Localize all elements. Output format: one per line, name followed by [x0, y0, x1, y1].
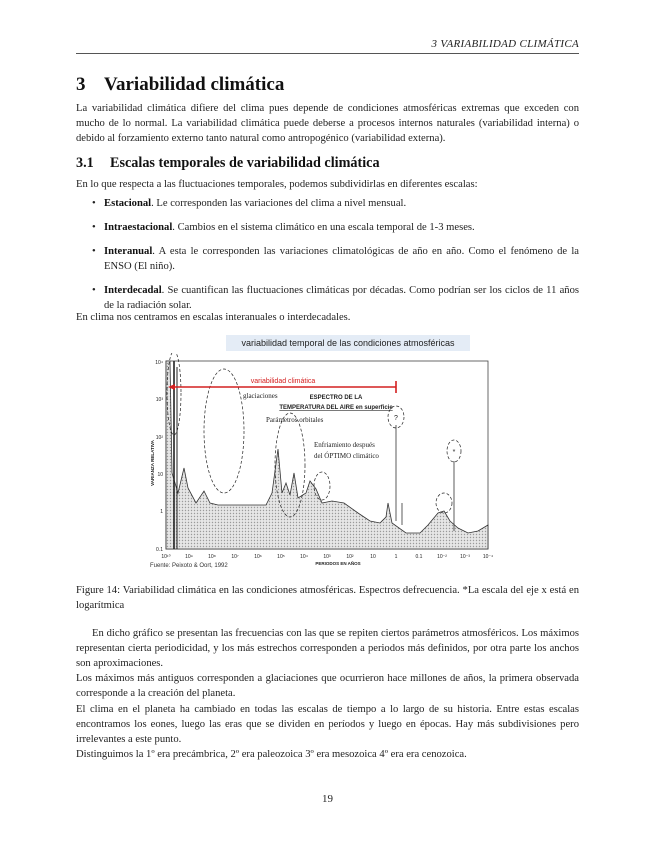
bullet-icon: •	[92, 246, 96, 257]
body-paragraph-2: Los máximos más antiguos corresponden a glaciaciones que ocurrieron hace millones de años, la primera observada corresponde a la creación del planeta.	[76, 673, 579, 700]
subsection-title	[76, 155, 380, 172]
svg-text:10³: 10³	[155, 397, 163, 403]
list-item-text: . A esta le corresponden las variaciones climatológicas de año en año. Como el fenómeno de la ENSO (El niño).	[104, 246, 579, 272]
bullet-icon: •	[92, 285, 96, 296]
section-number: 3	[76, 74, 86, 95]
svg-text:10²: 10²	[155, 435, 163, 441]
svg-text:10⁸: 10⁸	[208, 554, 216, 560]
svg-text:10¹⁰: 10¹⁰	[161, 554, 171, 560]
running-head: 3 VARIABILIDAD CLIMÁTICA	[431, 38, 579, 50]
svg-text:10⁶: 10⁶	[254, 554, 262, 560]
list-item	[92, 283, 579, 313]
svg-text:10⁷: 10⁷	[231, 554, 239, 560]
body-paragraph-1: En dicho gráfico se presentan las frecuencias con las que se repiten ciertos parámetros atmosféricos. Los máximos representan cierta periodicidad, y los más estrechos corresponden a periodos más definidos, por otra parte los anchos son aproximaciones.	[76, 628, 579, 670]
svg-text:10: 10	[370, 554, 376, 560]
list-item	[92, 196, 579, 211]
list-item	[92, 244, 579, 274]
spectrum-title-line1: ESPECTRO DE LA	[309, 395, 363, 401]
list-item-text: . Cambios en el sistema climático en una escala temporal de 1-3 meses.	[172, 222, 475, 233]
timescale-list	[92, 196, 579, 322]
svg-text:0.1: 0.1	[415, 554, 423, 560]
svg-text:10³: 10³	[323, 554, 331, 560]
svg-text:10⁴: 10⁴	[300, 554, 308, 560]
list-item-term: Interdecadal	[104, 285, 162, 296]
orbitales-label: Parámetros orbitales	[266, 416, 324, 424]
temperature-spectrum-plot	[148, 353, 498, 565]
list-item-term: Estacional	[104, 198, 152, 209]
list-item-text: . Se cuantifican las fluctuaciones climáticas por décadas. Como podrían ser los ciclos de 11 años de la radiación solar.	[104, 285, 579, 311]
list-item-text: . Le corresponden las variaciones del clima a nivel mensual.	[151, 198, 407, 209]
subsection-intro-paragraph: En lo que respecta a las fluctuaciones temporales, podemos subdividirlas en diferentes escalas:	[76, 179, 478, 190]
svg-text:0.1: 0.1	[156, 547, 163, 553]
y-axis-label: VARIANZA RELATIVA	[150, 440, 155, 486]
svg-text:10⁹: 10⁹	[185, 554, 193, 560]
svg-text:10²: 10²	[346, 554, 354, 560]
figure-caption: Figure 14: Variabilidad climática en las condiciones atmosféricas. Espectros defrecuencia. *La escala del eje x está en logarítmica	[76, 585, 579, 611]
enfriamiento-label-1: Enfriamiento después	[314, 441, 375, 449]
svg-text:10: 10	[157, 472, 163, 478]
list-item-term: Interanual	[104, 246, 153, 257]
glaciaciones-label: glaciaciones	[243, 392, 278, 400]
bullet-icon: •	[92, 198, 96, 209]
bullet-icon: •	[92, 222, 96, 233]
svg-text:1: 1	[160, 509, 163, 515]
svg-text:10⁻²: 10⁻²	[437, 554, 447, 560]
x-axis-ticks	[161, 554, 493, 560]
figure-banner: variabilidad temporal de las condiciones atmosféricas	[226, 335, 470, 351]
section-title	[76, 74, 284, 96]
y-axis-ticks	[155, 360, 163, 553]
section-title-text: Variabilidad climática	[104, 74, 285, 95]
svg-text:10⁵: 10⁵	[277, 554, 285, 560]
red-range-label: variabilidad climática	[250, 378, 316, 385]
list-item	[92, 220, 579, 235]
svg-text:10⁴: 10⁴	[155, 360, 163, 366]
svg-text:?: ?	[394, 415, 398, 422]
subsection-number: 3.1	[76, 155, 94, 171]
svg-text:10⁻³: 10⁻³	[460, 554, 470, 560]
figure-source: Fuente: Peixoto & Oort, 1992	[150, 563, 228, 569]
subsection-title-text: Escalas temporales de variabilidad climática	[110, 155, 380, 171]
spectrum-figure	[148, 335, 498, 577]
body-paragraph-4: Distinguimos la 1º era precámbrica, 2º era paleozoica 3º era mesozoica 4º era era cenozoica.	[76, 749, 467, 760]
header-rule	[76, 53, 579, 54]
spectrum-title-line2: TEMPERATURA DEL AIRE en superficie	[279, 405, 393, 411]
svg-text:10⁻⁴: 10⁻⁴	[482, 554, 494, 560]
body-paragraph-3: El clima en el planeta ha cambiado en todas las escalas de tiempo a lo largo de su historia. Entre estas escalas encontramos los eones, luego las eras que se dividen en períodos y luego en épocas. Hay más subdivisiones pero irrelevantes a este punto.	[76, 704, 579, 746]
list-item-term: Intraestacional	[104, 222, 173, 233]
closing-paragraph: En clima nos centramos en escalas interanuales o interdecadales.	[76, 312, 351, 323]
section-intro-paragraph: La variabilidad climática difiere del clima pues depende de condiciones atmosféricas extremas que exceden con mucho de lo normal. La variabilidad climática puede deberse a procesos internos naturales (variabilidad interna) o debido al forzamiento externo tanto natural como antropogénico (variabilidad externa).	[76, 103, 579, 145]
page-number: 19	[322, 793, 333, 805]
enfriamiento-label-2: del ÓPTIMO climático	[314, 452, 379, 460]
x-axis-label: PERIODOS EN AÑOS	[315, 561, 361, 565]
svg-text:1: 1	[394, 554, 398, 560]
svg-text:*: *	[452, 449, 456, 456]
